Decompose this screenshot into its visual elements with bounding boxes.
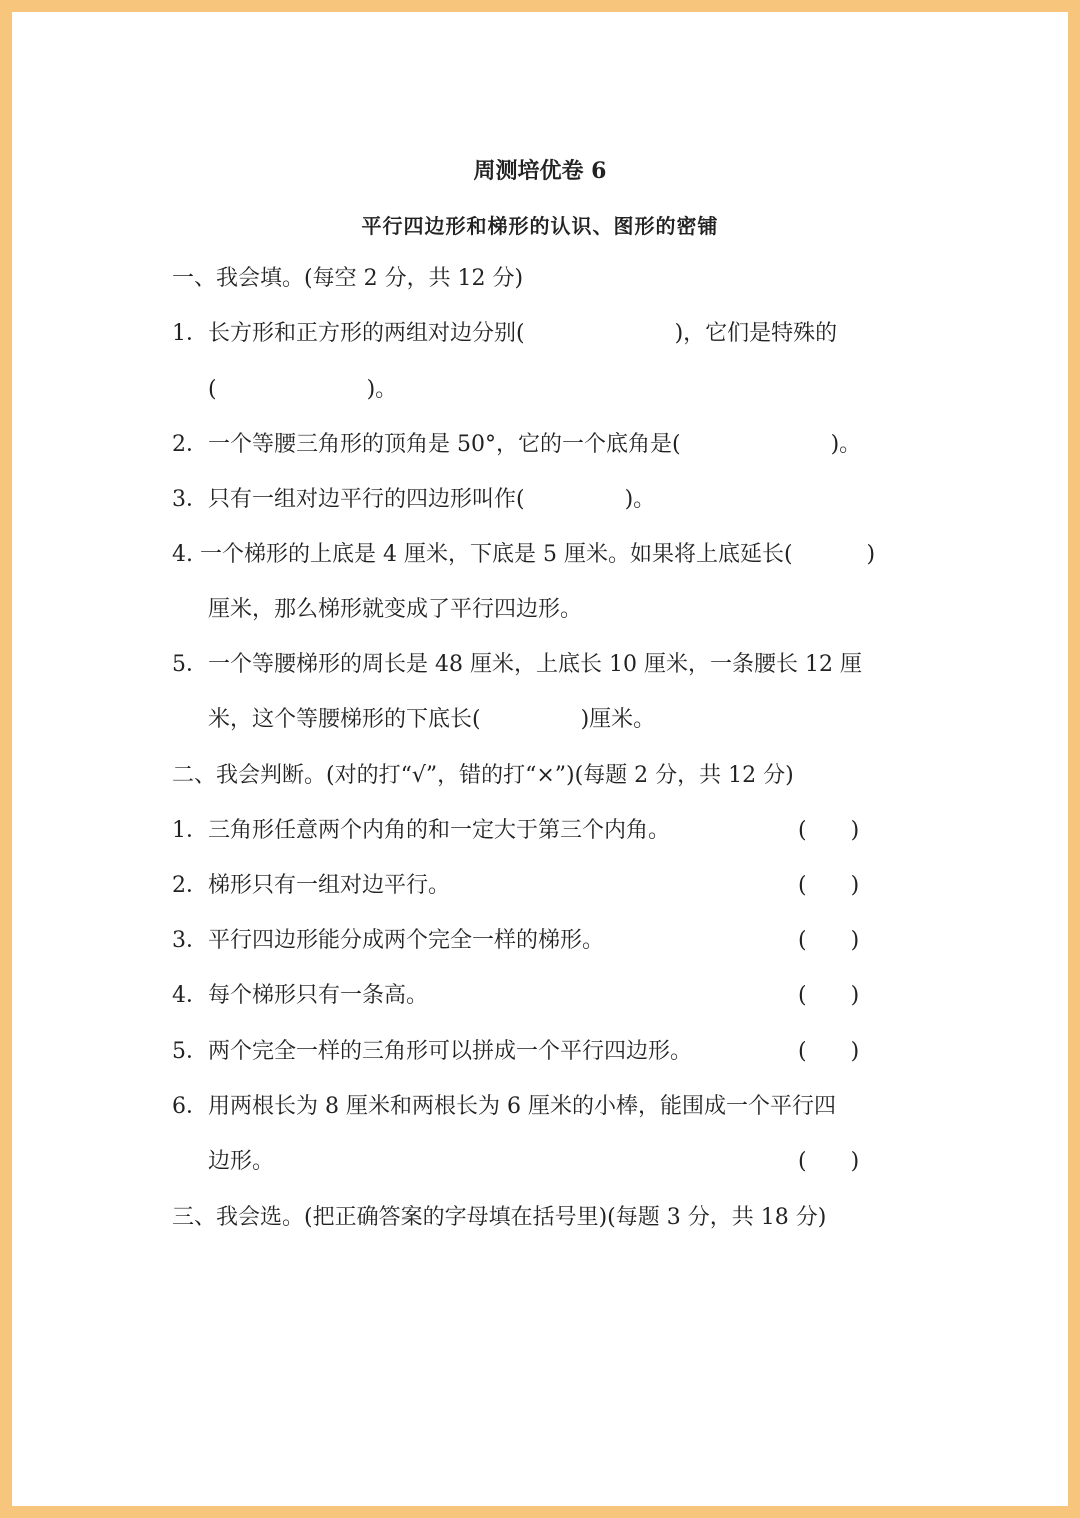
judge-question-2: 2．梯形只有一组对边平行。 <box>172 873 450 898</box>
q1-1b-text-start: ( <box>208 377 217 402</box>
judge-answer-paren-1[interactable]: ( ) <box>798 818 860 843</box>
question-1-1-line-1 <box>172 319 837 349</box>
q1-1b-text-end: )。 <box>366 377 398 402</box>
judge-answer-paren-3[interactable]: ( ) <box>798 928 860 953</box>
judge-question-3: 3．平行四边形能分成两个完全一样的梯形。 <box>172 928 604 953</box>
q1-4-text-start: 4. 一个梯形的上底是 4 厘米，下底是 5 厘米。如果将上底延长( <box>172 542 793 567</box>
page-subtitle: 平行四边形和梯形的认识、图形的密铺 <box>361 214 719 238</box>
q1-3-text-start: 3．只有一组对边平行的四边形叫作( <box>172 487 525 512</box>
section3-heading: 三、我会选。(把正确答案的字母填在括号里)(每题 3 分，共 18 分) <box>172 1205 827 1230</box>
judge-question-6-line-2: 边形。 <box>208 1149 275 1174</box>
q1-1-text-start: 1．长方形和正方形的两组对边分别( <box>172 321 525 346</box>
q1-4-text-end: ) <box>866 542 876 567</box>
q1-2-text-end: )。 <box>830 432 862 457</box>
section2-heading: 二、我会判断。(对的打“√”，错的打“×”)(每题 2 分，共 12 分) <box>172 763 794 788</box>
judge-question-1: 1．三角形任意两个内角的和一定大于第三个内角。 <box>172 818 670 843</box>
question-1-2 <box>172 430 861 460</box>
q1-5-text-start: 米，这个等腰梯形的下底长( <box>208 707 481 732</box>
q1-3-text-end: )。 <box>624 487 656 512</box>
judge-answer-paren-4[interactable]: ( ) <box>798 983 860 1008</box>
judge-question-4: 4．每个梯形只有一条高。 <box>172 983 428 1008</box>
judge-answer-paren-6[interactable]: ( ) <box>798 1149 860 1174</box>
q1-2-text-start: 2．一个等腰三角形的顶角是 50°，它的一个底角是( <box>172 432 681 457</box>
question-1-3 <box>172 485 655 515</box>
section1-heading: 一、我会填。(每空 2 分，共 12 分) <box>172 266 524 291</box>
question-1-5-line-1: 5．一个等腰梯形的周长是 48 厘米，上底长 10 厘米，一条腰长 12 厘 <box>172 652 862 677</box>
judge-answer-paren-2[interactable]: ( ) <box>798 873 860 898</box>
judge-question-5: 5．两个完全一样的三角形可以拼成一个平行四边形。 <box>172 1039 692 1064</box>
question-1-4-line-1 <box>172 540 875 570</box>
judge-answer-paren-5[interactable]: ( ) <box>798 1039 860 1064</box>
question-1-1-line-2 <box>208 375 397 405</box>
question-1-5-line-2 <box>208 705 655 735</box>
page-title: 周测培优卷 6 <box>473 158 607 184</box>
q1-1-text-end: )，它们是特殊的 <box>674 321 838 346</box>
judge-question-6-line-1: 6．用两根长为 8 厘米和两根长为 6 厘米的小棒，能围成一个平行四 <box>172 1094 836 1119</box>
q1-5-text-end: )厘米。 <box>580 707 656 732</box>
question-1-4-line-2: 厘米，那么梯形就变成了平行四边形。 <box>208 597 583 622</box>
